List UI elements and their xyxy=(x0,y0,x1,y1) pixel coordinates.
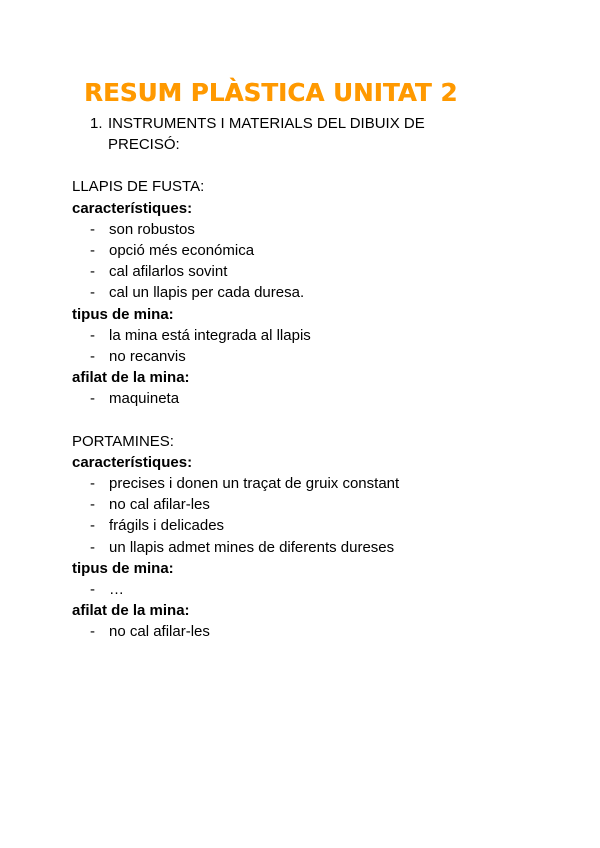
list-item-text: maquineta xyxy=(109,390,180,408)
bullet-list xyxy=(72,473,552,558)
bullet-dash: - xyxy=(90,475,95,493)
list-item-text: no recanvis xyxy=(109,348,186,366)
list-item xyxy=(72,346,552,367)
list-item-text: opció més económica xyxy=(109,242,255,260)
bullet-dash: - xyxy=(90,220,95,238)
group-label: afilat de la mina: xyxy=(72,602,190,620)
list-item-text: precises i donen un traçat de gruix constant xyxy=(109,475,400,493)
bullet-dash: - xyxy=(90,623,95,641)
bullet-dash: - xyxy=(90,517,95,535)
document-content xyxy=(72,113,552,643)
list-item xyxy=(72,282,552,303)
bullet-list xyxy=(72,219,552,304)
bullet-list xyxy=(72,388,552,409)
list-item xyxy=(72,579,552,600)
list-item xyxy=(72,219,552,240)
document-title: RESUM PLÀSTICA UNITAT 2 xyxy=(84,78,458,107)
list-item xyxy=(72,537,552,558)
numbered-heading-list xyxy=(72,113,552,155)
list-item xyxy=(72,325,552,346)
group-label: característiques: xyxy=(72,453,193,471)
section-title: LLAPIS DE FUSTA: xyxy=(72,178,205,196)
bullet-dash: - xyxy=(90,263,95,281)
list-item-text: no cal afilar-les xyxy=(109,496,210,514)
list-item xyxy=(72,473,552,494)
bullet-list xyxy=(72,621,552,642)
bullet-dash: - xyxy=(90,242,95,260)
heading-number: 1. xyxy=(90,115,103,132)
bullet-dash: - xyxy=(90,284,95,302)
list-item xyxy=(72,388,552,409)
list-item-text: no cal afilar-les xyxy=(109,623,210,641)
bullet-dash: - xyxy=(90,390,95,408)
numbered-heading xyxy=(72,113,552,155)
list-item-text: frágils i delicades xyxy=(109,517,225,535)
heading-text: INSTRUMENTS I MATERIALS DEL DIBUIX DE PRECISÓ: xyxy=(108,115,425,154)
list-item-text: cal afilarlos sovint xyxy=(109,263,228,281)
list-item-text: un llapis admet mines de diferents dureses xyxy=(109,538,395,556)
group-label: tipus de mina: xyxy=(72,559,174,577)
section-portamines xyxy=(72,431,552,643)
group-label: tipus de mina: xyxy=(72,305,174,323)
bullet-dash: - xyxy=(90,581,95,599)
section-llapis-de-fusta xyxy=(72,176,552,409)
list-item xyxy=(72,494,552,515)
list-item-text: cal un llapis per cada duresa. xyxy=(109,284,305,302)
list-item xyxy=(72,515,552,536)
bullet-dash: - xyxy=(90,538,95,556)
bullet-dash: - xyxy=(90,326,95,344)
list-item-text: … xyxy=(109,581,124,599)
list-item xyxy=(72,261,552,282)
section-title: PORTAMINES: xyxy=(72,432,174,450)
bullet-dash: - xyxy=(90,496,95,514)
bullet-dash: - xyxy=(90,348,95,366)
bullet-list xyxy=(72,579,552,600)
group-label: característiques: xyxy=(72,199,193,217)
list-item xyxy=(72,240,552,261)
group-label: afilat de la mina: xyxy=(72,369,190,387)
list-item-text: la mina está integrada al llapis xyxy=(109,326,311,344)
list-item xyxy=(72,621,552,642)
list-item-text: son robustos xyxy=(109,220,195,238)
bullet-list xyxy=(72,325,552,367)
